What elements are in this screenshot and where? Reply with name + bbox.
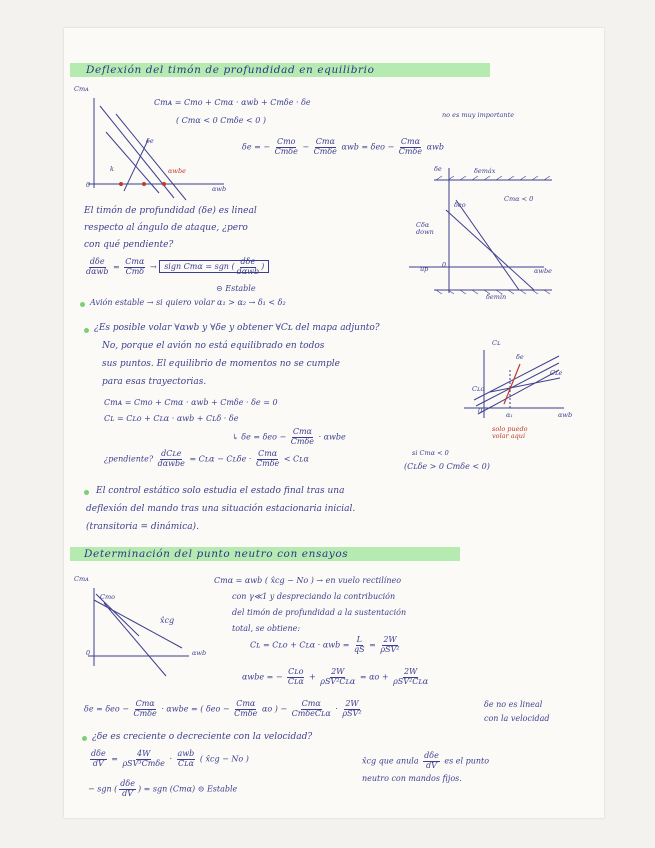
si-cond: (Cʟδe > 0 Cmδe < 0): [404, 462, 490, 471]
g2-de-line: [456, 200, 519, 290]
s2-de-note2: con la velocidad: [484, 714, 550, 723]
g3-zero: 0: [478, 407, 483, 415]
bullet-dot: [80, 302, 85, 307]
g4-y-label: Cmᴀ: [74, 575, 89, 583]
eq2: Cmᴀ = Cmo + Cmα · αwb + Cmδe · δe = 0: [104, 398, 278, 407]
eq-de: δe = − $\frac{\text{Cmo}}{\text{Cmδe}}$ − $\frac{\text{Cmα}}{\text{Cmδe}}$ αwb = δeo − $\frac{\text{Cmα}}{\text{Cmδe}}$ αwb: [242, 137, 444, 156]
g3-solo-label: solo puedo volar aquí: [492, 425, 528, 441]
eq-de-lhs: δe = −: [242, 142, 271, 152]
g1-line-c: [116, 114, 186, 200]
g2-demin-label: δemín: [486, 293, 507, 301]
p1-line2: respecto al ángulo de ataque, ¿pero: [84, 223, 248, 233]
section1-title: Deflexión del timón de profundidad en equilibrio: [86, 64, 375, 76]
q1-line2: No, porque el avión no está equilibrado en todos: [102, 341, 325, 351]
p1-line1: El timón de profundidad (δe) es lineal: [84, 206, 257, 216]
s2-eq1: Cmα = αwb ( x̂cg − No ) → en vuelo rectilíneo: [214, 576, 402, 585]
frac-cmo-cmde: $\frac{\text{Cmo}}{\text{Cmδe}}$: [274, 137, 298, 156]
bullet-dot: [84, 328, 89, 333]
g3-cle-label: Cʟe: [550, 369, 563, 377]
bullet1: Avión estable → si quiero volar α₁ > α₂ → δ₁ < δ₂: [90, 298, 286, 307]
g1-point-1: [119, 182, 123, 186]
g4-cmo-label: Cmo: [100, 593, 116, 601]
q1-line1: ¿Es posible volar ∀αwb y ∀δe y obtener ∀Cʟ del mapa adjunto?: [94, 323, 380, 333]
g2-de-label: δe: [434, 165, 442, 173]
eq-pendiente: ¿pendiente? $\frac{\text{dCʟe}}{\text{dαwbe}}$ = Cʟα − Cʟδe · $\frac{\text{Cmα}}{\text{Cmδe}}$ < Cʟα: [104, 449, 309, 468]
bullet-dot: [84, 490, 89, 495]
estable-label: ⊝ Estable: [216, 284, 256, 293]
s2-awbe-eq: αwbe = − $\frac{\text{Cʟo}}{\text{Cʟα}}$ + $\frac{2W}{\text{ρSV²Cʟα}}$ = αo + $\frac{2W}{\text{ρSV²Cʟα}}$: [242, 667, 429, 686]
g3-a1-label: α₁: [506, 411, 513, 419]
g4-xcg-label: x̂cg: [160, 616, 175, 625]
g2-deo-label: δeo: [454, 201, 466, 209]
eq3: Cʟ = Cʟo + Cʟα · αwb + Cʟδ · δe: [104, 414, 239, 423]
g1-awbe-label: αwbe: [168, 167, 186, 175]
p2-line1: El control estático solo estudia el estado final tras una: [96, 486, 345, 496]
g2-dive-label: Cδα down: [416, 221, 434, 237]
g4-line-2: [104, 603, 166, 676]
g3-de-label: δe: [516, 353, 524, 361]
p2-line2: deflexión del mando tras una situación estacionaria inicial.: [86, 504, 356, 514]
g1-point-2: [142, 182, 146, 186]
bullet-dot: [82, 736, 87, 741]
frac-cma-cmde: $\frac{\text{Cmα}}{\text{Cmδe}}$: [313, 137, 337, 156]
g2-cma-label: Cmα < 0: [504, 195, 534, 203]
eq-cond: ( Cmα < 0 Cmδe < 0 ): [176, 116, 266, 125]
g1-x-label: αwb: [212, 185, 227, 193]
s2-de-eq: δe = δeo − $\frac{\text{Cmα}}{\text{Cmδe}}$ · αwbe = ( δeo − $\frac{\text{Cmα}}{\text{Cmδe}}$ αo ) − $\frac{\text{Cmα}}{\text{CmδeCʟα}}$ · $\frac{2W}{\text{ρSV²}}$: [84, 699, 362, 718]
s2-q2: ¿δe es creciente o decreciente con la velocidad?: [92, 732, 313, 742]
frac-cma-cmde-2: $\frac{\text{Cmα}}{\text{Cmδe}}$: [398, 137, 423, 156]
s2-line4: total, se obtiene:: [232, 624, 301, 633]
g4-x-label: αwb: [192, 649, 207, 657]
g2-up-label: up: [420, 265, 429, 273]
g1-k-label: k: [110, 165, 114, 173]
s2-dv-eq: $\frac{\text{dδe}}{dV}$ = $\frac{4W}{\text{ρSV³Cmδe}}$ · $\frac{\text{awb}}{\text{Cʟα}}$ ( x̂cg − No ): [91, 749, 249, 768]
eq4: ↳ δe = δeo − $\frac{\text{Cmα}}{\text{Cmδe}}$ · αwbe: [232, 427, 346, 446]
eq-slope: $\frac{\text{dδe}}{\text{dαwb}}$ = $\frac{\text{Cmα}}{\text{Cmδ}}$ → sign Cmα = sgn ( $\frac{\text{dδe}}{\text{dαwb}}$ ): [84, 258, 269, 277]
s2-line2: con γ≪1 y despreciando la contribución: [232, 592, 396, 601]
q1-line4: para esas trayectorias.: [102, 377, 207, 387]
g3-x-label: αwb: [558, 411, 573, 419]
g1-y-label: Cmᴀ: [74, 85, 89, 93]
g1-de-label: δe: [146, 137, 154, 145]
g2-de-line-2: [446, 210, 534, 290]
note-remark: no es muy importante: [442, 111, 515, 119]
si-text: si Cmα < 0: [412, 449, 449, 457]
s2-xcg-text3: neutro con mandos fijos.: [362, 774, 462, 783]
s2-sgn-eq: − sgn ( $\frac{\text{dδe}}{dV}$ ) = sgn (Cmα) ⊝ Estable: [88, 779, 238, 798]
s2-de-note1: δe no es lineal: [484, 700, 543, 709]
section2-title: Determinación del punto neutro con ensayos: [84, 548, 349, 560]
g3-clo-label: Cʟo: [472, 385, 485, 393]
g2-demax-label: δemáx: [474, 167, 496, 175]
p2-line3: (transitoria = dinámica).: [86, 522, 199, 532]
q1-line3: sus puntos. El equilibrio de momentos no se cumple: [102, 359, 340, 369]
eq-cma: Cmᴀ = Cmo + Cmα · αwb + Cmδe · δe: [154, 98, 311, 107]
g4-zero: 0: [86, 649, 91, 657]
p1-line3: con qué pendiente?: [84, 240, 174, 250]
s2-line3: del timón de profundidad a la sustentación: [232, 608, 407, 617]
g1-point-3: [162, 182, 166, 186]
notes-page: [64, 28, 604, 818]
g1-origin: 0: [86, 181, 91, 189]
g2-x-label: αwbe: [534, 267, 552, 275]
s2-xcg-text: x̂cg que anula $\frac{\text{dδe}}{dV}$ es el punto: [362, 751, 490, 770]
s2-cl-eq: Cʟ = Cʟo + Cʟα · αwb = $\frac{L}{qS}$ = $\frac{2W}{\text{ρSV²}}$: [250, 635, 400, 654]
sign-box: sign Cmα = sgn ( $\frac{\text{dδe}}{\text{dαwb}}$ ): [159, 260, 269, 273]
g2-zero: 0: [442, 261, 447, 269]
g3-y-label: Cʟ: [492, 339, 501, 347]
